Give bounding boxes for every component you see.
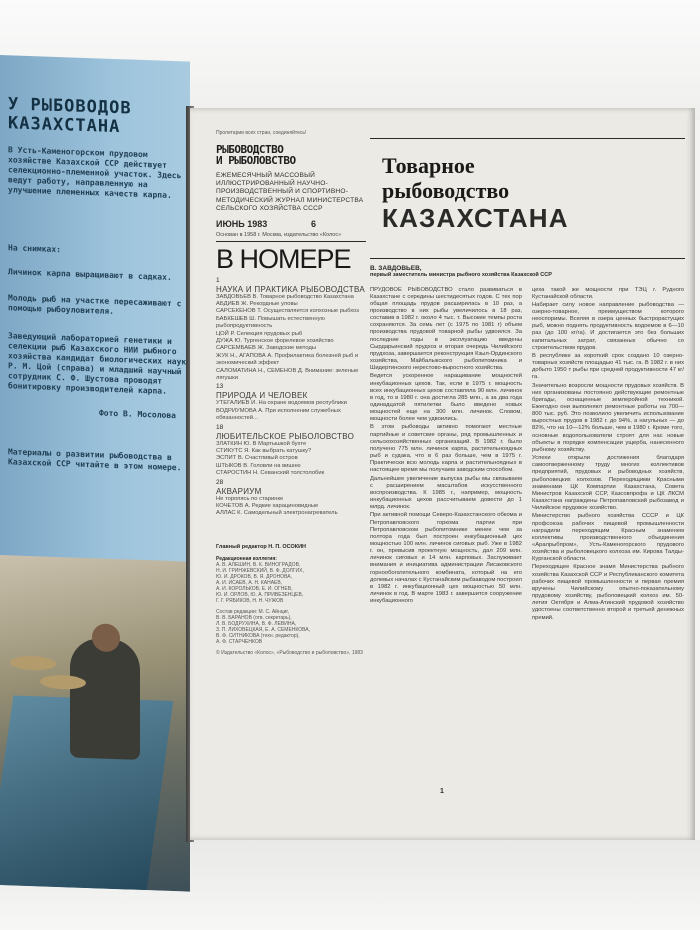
fish-shape (10, 655, 56, 671)
photos-label: На снимках: (8, 243, 61, 255)
paragraph: цеха такой же мощности при ТЭЦ г. Рудного Кустанайской области. (532, 286, 684, 300)
worker-head (92, 623, 120, 652)
paragraph: При активной помощи Северо-Казахстанского обкома и Петропавловского горкома партии при Петропавловском рыбопитомнике менее чем за полтора года был построен инкубационный цех мощностью 100 млн. личинок сиговых рыб. Уже в 1982 г. он, превысив проектную мощность, дал 209 млн. личинок сиговых и 14 млн. карповых. Заслуживает внимания и инициатива администрации Лисаковского горнообогатительного комбината, который на его долевых началах с Кустанайским рыбзаводом построил в 1982 г. инкубационный цех мощностью 50 млн. личинок в год. В марте 1983 г. завершится сооружение инкубационного (370, 512, 522, 605)
toc-entry: САЛОМАТИНА Н., СЕМЕНОВ Д. Внимание: зеленые лягушки (216, 367, 359, 381)
toc-heading: В НОМЕРЕ (216, 241, 366, 275)
paragraph: Успехи открыли достижения благодаря самоотверженному труду многих коллективов предприятий, прудовых и рыбоводных хозяйств, рыболовецких колхозов. Переходящими Красными знаменами ЦК Компартии Казахстана, Совета Министров Казахской ССР, Казсовпрофа и ЦК ЛКСМ Казахстана награждены Петропавловский рыбозавод и Чилийское прудовое хозяйство. (532, 455, 684, 512)
board-line: А. И. ИСАЕВ, А. Н. КАНАЕВ, (216, 579, 283, 586)
toc-entry: ЗЛАТКИН Ю. В Мартышкой бухте (216, 440, 307, 447)
board-line: Н. И. ГРИНЖЕВСКИЙ, В. Ф. ДОЛГИХ, (216, 567, 304, 574)
toc-section-title: АКВАРИУМ (216, 486, 262, 496)
toc-entry: ШТЫКОВ В. Головли на вишню (216, 462, 301, 469)
board-line: Ю. И. ДРОКОВ, В. Я. ДРОНОВА, (216, 573, 292, 580)
copyright: © Издательство «Колос», «Рыбоводство и рыболовство», 1983 (216, 649, 363, 656)
journal-subtitle: ЕЖЕМЕСЯЧНЫЙ МАССОВЫЙ ИЛЛЮСТРИРОВАННЫЙ НАУЧНО-ПРОИЗВОДСТВЕННЫЙ И СПОРТИВНО-МЕТОДИЧЕСКИЙ ЖУРНАЛ МИНИСТЕРСТВА СЕЛЬСКОГО ХОЗЯЙСТВА СССР (216, 172, 364, 212)
board-label: Редакционная коллегия: (216, 555, 277, 562)
paragraph: Переходящее Красное знамя Министерства рыбного хозяйства Казахской ССР и Республиканского комитета рабочих пищевой промышленности и первая премия вручены Чилийскому опытно-показательному прудовому хозяйству, рыболовецкий колхоз им. 50-летия Октября и Алма-Атинский прудовой хозяйство удостоены соответственно второй и третьей денежных премий. (532, 564, 684, 621)
chief-editor: Главный редактор Н. П. ОСОКИН (216, 543, 307, 550)
toc-entry: ЦОЙ Р. Селекция прудовых рыб (216, 330, 303, 337)
article-title-line2: рыбоводство (382, 178, 510, 203)
author-name: В. ЗАВДОВЬЕВ, (370, 265, 422, 272)
caption-2: Молодь рыб на участке пересаживают с помощью рыбоуловителя. (8, 293, 182, 316)
right-page (190, 108, 695, 840)
caption-1: Личинок карпа выращивают в садках. (8, 267, 172, 282)
issue-row (216, 219, 316, 229)
masthead-column (216, 130, 366, 656)
board-members (216, 562, 366, 604)
author-position: первый заместитель министра рыбного хозяйства Казахской ССР (370, 272, 552, 278)
paragraph: В республике за короткий срок создано 10 озерно-товарных хозяйств площадью 41 тыс. га. В 1982 г. в них добыто 1950 т рыбы при средней продуктивности 47 кг/га. (532, 352, 684, 381)
issue-date: ИЮНЬ 1983 (216, 219, 268, 230)
staff-line: А. Ф. СТАРЧЕНКОВ (216, 638, 263, 645)
paragraph: В этом рыбоводы активно помогают местные партийные и советские органы, ряд промышленных и сельскохозяйственных организаций. В 1982 г. было получено 775 млн. личинок карпа, растительноядных рыб и судака, что в 6 раз больше, чем в 1975 г. Практически всю молодь карпа и растительноядных в настоящее время мы получаем заводским способом. (370, 424, 522, 474)
board-line: А. В. АЛЕШИН, В. К. ВИНОГРАДОВ, (216, 561, 301, 568)
toc-entry: ЭСПИТ В. Счастливый остров (216, 455, 298, 462)
article-column-1 (370, 287, 522, 623)
toc-entry: СТАРОСТИН Н. Севанский толстолобик (216, 470, 325, 477)
toc-entry: УТЕГАЛИЕВ И. На охране водоемов республики (216, 400, 347, 407)
paragraph: Значительно возросли мощности прудовых хозяйств. В них организованы постоянно действующие ремонтные бригады, оснащенные землеройной техникой. Ежегодно они выполняют ремонтные работы на 700—800 тыс. руб. Это позволило увеличить использование выростных прудов в 1982 г. до 94%, а нагульных — до 82%, что на 10—12% больше, чем в 1980 г. Кроме того, основные водопользователи строят для нас новые объекты в порядке компенсации ущерба, нанесенного рыбному хозяйству. (532, 382, 684, 453)
board-line: Ю. И. ОРЛОВ, Ю. А. ПРИВЕЗЕНЦЕВ, (216, 591, 304, 598)
board-line: А. И. КОРОЛЬКОВ, Е. И. ОГНЕВ, (216, 585, 293, 592)
toc-page-number: 1 (216, 276, 220, 284)
article-title-block (370, 138, 685, 234)
toc-entry: АЛЛАС К. Самодельный электронагреватель (216, 510, 338, 517)
issue-number: 6 (310, 219, 316, 230)
worker-figure (70, 637, 140, 759)
staff-list (216, 609, 366, 645)
toc-section-title: НАУКА И ПРАКТИКА РЫБОВОДСТВА (216, 284, 365, 294)
toc-list (216, 277, 366, 518)
article-column (370, 138, 685, 623)
paragraph: Набирает силу новое направление рыбоводства — озерно-товарное, преимуществом которого неоспоримы. Вселяя в озера ценных быстрорастущих рыб, можно поднять продуктивность водоемов в 6—10 раз (до 100 кг/га). И достигается это без больших капитальных затрат, связанных обычно со строительством прудов. (532, 301, 684, 351)
paragraph: Дальнейшее увеличение выпуска рыбы мы связываем с расширением масштабов искусственного воспроизводства. К 1985 г., например, мощность инкубационных цехов рассчитываем довести до 1 млрд. личинок. (370, 475, 522, 511)
toc-page-number: 28 (216, 478, 224, 486)
staff-line: З. П. ЛИХОВЕЦКАЯ, Е. А. СЕМЕНКОВА, (216, 626, 311, 633)
page-number: 1 (440, 788, 444, 795)
toc-page-number: 18 (216, 423, 224, 431)
byline (370, 258, 685, 279)
staff-line: В. Ф. СИТНИКОВА (техн. редактор), (216, 632, 300, 639)
journal-title-line1: РЫБОВОДСТВО (216, 143, 284, 156)
toc-entry: ЗАВДОВЬЕВ В. Товарное рыбоводство Казахстана (216, 293, 354, 300)
materials-note: Материалы о развитии рыбоводства в Казахской ССР читайте в этом номере. (8, 447, 182, 473)
photo-credit: Фото В. Мосолова (98, 408, 176, 421)
toc-entry: САРСЕКЕНОВ Т. Осуществляется колхозные рыбхоз (216, 308, 359, 315)
board-line: Г. Г. РЯБИКОВ, Н. Н. ЧУЖОВ (216, 597, 284, 604)
staff-line: В. В. БАРАНОВ (отв. секретарь), (216, 614, 292, 621)
left-page-intro: В Усть-Каменогорском прудовом хозяйстве Казахской ССР действует селекционно-племенной участок. Здесь ведут работу, направленную на улучшение племенных качеств карпа. (8, 145, 182, 200)
toc-page-number: 13 (216, 383, 224, 391)
toc-entry: СТИКУТС Я. Как выбрать катушку? (216, 448, 312, 455)
toc-section-title: ЛЮБИТЕЛЬСКОЕ РЫБОЛОВСТВО (216, 431, 355, 441)
article-column-2 (532, 287, 684, 623)
cover-photo (0, 555, 190, 892)
left-page-headline: У РЫБОВОДОВ КАЗАХСТАНА (8, 94, 132, 138)
journal-title-line2: И РЫБОЛОВСТВО (216, 154, 296, 167)
toc-entry: БАБКЕШЕВ Ш. Повышать естественную рыбопродуктивность (216, 315, 325, 330)
toc-entry: ВОДРИУМОВА А. При исполнении служебных обязанностей... (216, 407, 341, 422)
article-body (370, 287, 685, 623)
toc-entry: САРСЕМБАЕВ Ж. Заводские методы (216, 345, 317, 352)
toc-entry: ДУЖА Ю. Тургенское форелевое хозяйство (216, 337, 334, 344)
toc-entry: АБДИЕВ Ж. Рекордные уловы (216, 300, 298, 307)
paragraph: Ведется ускоренное наращивание мощностей инкубационных цехов. Так, если в 1975 г. мощность всех инкубационных цехов составляла 90 млн. личинок в год, то в 1980 г. она достигла 285 млн., а за два года одинадцатой пятилетки было введено новых мощностей еще на 300 млн. личинок. Словом, мощности более чем удвоились. (370, 373, 522, 423)
toc-entry: ЖУК Н., АГАПОВА А. Профилактика болезней рыб и экономический эффект (216, 352, 359, 367)
toc-section-title: ПРИРОДА И ЧЕЛОВЕК (216, 391, 308, 401)
toc-entry: Не торопясь по старинке (216, 495, 284, 502)
paragraph: Министерство рыбного хозяйства СССР и ЦК профсоюза рабочих пищевой промышленности наградили переходящим Красным знаменем коллективы производственного объединения «Аралрыбпром», Усть-Каменогорского прудового хозяйства и рыболовецкого колхоза им. Кирова Талды-Курганской области. (532, 513, 684, 563)
founded-note: Основан в 1958 г. Москва, издательство «Колос» (216, 232, 342, 239)
staff-line: Состав редакции: М. С. Айнциг, (216, 608, 289, 615)
toc-entry: КОЧЕТОВ А. Редкие харациновидные (216, 503, 319, 510)
left-page-cover (0, 55, 190, 892)
staff-line: Л. В. БОДРУХИНА, В. Ф. ЛЕВИНА, (216, 620, 297, 627)
slogan: Пролетарии всех стран, соединяйтесь! (216, 130, 307, 136)
article-title-line3: КАЗАХСТАНА (382, 203, 569, 233)
paragraph: ПРУДОВОЕ РЫБОВОДСТВО стало развиваться в Казахстане с середины шестидесятых годов. С тех пор общая площадь прудов расширилась в 10 раз, а производство в них рыбы увеличилось в 18 раз, составив в 1982 г. около 4 тыс. т. Высокие темпы роста сохраняются. За семь лет (с 1975 по 1981 г) объем производства прудовой товарной рыбы удвоился. За последние годы в эксплуатацию введены Сырдарьинский прудхоз и вторая очередь Чилийского прудхоза, завершается реконструкция Кзыл-Ординского хозяйства, Майбалыкского рыбопитомника и Шидертинского нерестово-выростного хозяйства. (370, 286, 522, 372)
caption-3: Заведующий лабораторией генетики и селекции рыб Казахского НИИ рыбного хозяйства кандидат биологических наук Р. М. Цой (справа) и младший научный сотрудник С. Ф. Шустова проводят бонитировку производителей карпа. (8, 331, 187, 396)
article-title-line1: Товарное (382, 153, 475, 178)
